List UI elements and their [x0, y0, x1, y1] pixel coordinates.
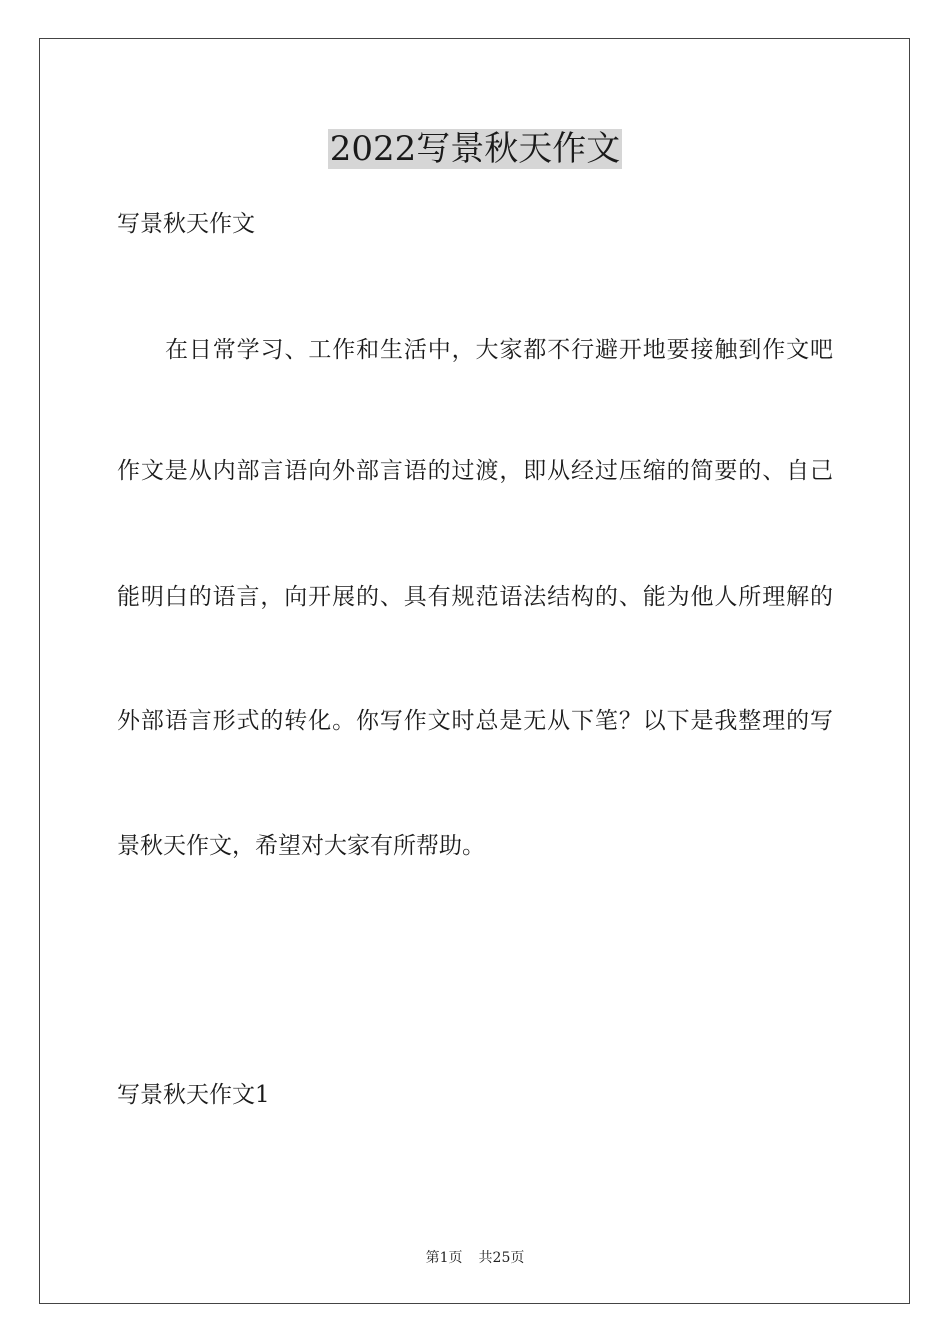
document-subtitle: 写景秋天作文: [117, 211, 255, 237]
paragraph-line-2: 作文是从内部言语向外部言语的过渡，即从经过压缩的简要的、自己: [117, 458, 833, 484]
paragraph-line-3: 能明白的语言，向开展的、具有规范语法结构的、能为他人所理解的: [117, 584, 833, 610]
paragraph-line-5: 景秋天作文，希望对大家有所帮助。: [117, 833, 485, 859]
page-total: 共25页: [478, 1250, 525, 1266]
document-title: [0, 124, 950, 174]
page-number: 第1页: [425, 1250, 463, 1266]
section-heading: 写景秋天作文1: [117, 1082, 270, 1108]
paragraph-line-4: 外部语言形式的转化。你写作文时总是无从下笔？以下是我整理的写: [117, 708, 833, 734]
paragraph-line-1: 在日常学习、工作和生活中，大家都不行避开地要接触到作文吧: [165, 337, 833, 363]
page-footer: [0, 1248, 950, 1268]
document-title-text: 2022写景秋天作文: [329, 129, 621, 169]
